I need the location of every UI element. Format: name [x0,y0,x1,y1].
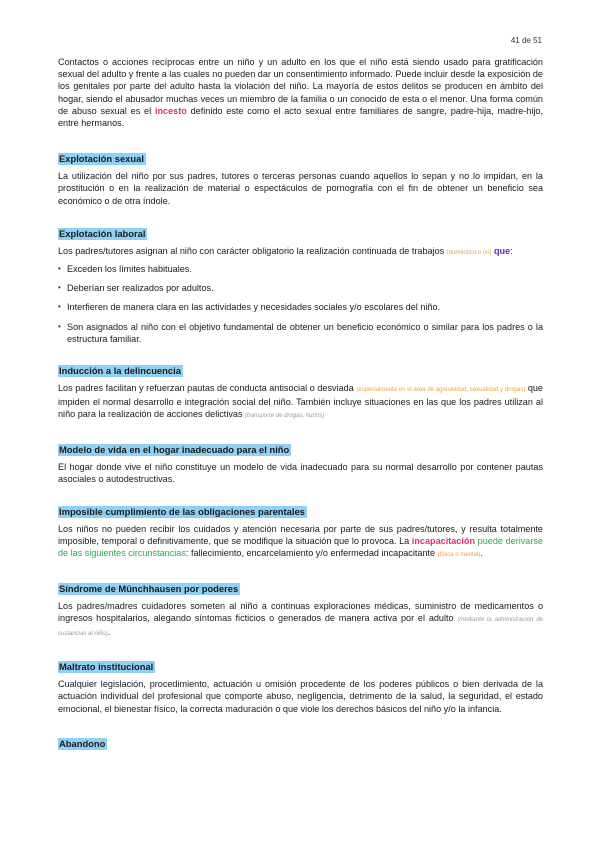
imposible-text: Los niños no pueden recibir los cuidados y atención necesaria por parte de sus padres/tutores, y resulta totalmente imposible, temporal o definitivamente, que se modifique la situación que lo provoca. La [58,524,543,547]
imposible-text-b: : fallecimiento, encarcelamiento y/o enfermedad incapacitante [185,548,438,559]
paragraph-imposible-cumplimiento [58,523,543,562]
imposible-end: . [480,548,483,559]
intro-text: Contactos o acciones recíprocas entre un niño y un adulto en los que el niño está siendo usado para gratificación sexual del adulto y frente a las cuales no pueden dar un consentimiento informado. Puede incluir desde la exposición de los genitales por parte del adulto hasta la violación del niño. La mayoría de estos delitos se producen en ámbito del hogar, siendo el abusador muchas veces un miembro de la familia o un conocido de esta o el menor. Una forma común de abuso sexual es el [58,57,543,116]
paragraph-explotacion-sexual: La utilización del niño por sus padres, tutores o terceras personas cuando aquellos lo sepan y no lo impidan, en la prostitución o en la realización de material o espectáculos de pornografía con el fin de obtener un beneficio sea económico o de otra índole. [58,171,543,206]
list-item: • Interfieren de manera clara en las actividades y necesidades sociales y/o escolares del niño. [58,301,543,313]
incapacitacion-keyword: incapacitación [411,536,476,547]
list-item: • Exceden los límites habituales. [58,263,543,275]
heading-imposible-cumplimiento: Imposible cumplimiento de las obligaciones parentales [59,506,305,518]
paragraph-maltrato-institucional: Cualquier legislación, procedimiento, actuación u omisión procedente de los poderes públicos o bien derivada de la actuación individual del profesional que comporte abuso, negligencia, detrimento de la salud, la seguridad, el estado emocional, el bienestar físico, la correcta maduración o que viole los derechos básicos del niño y/o la infancia. [58,679,543,714]
list-item: • Son asignados al niño con el objetivo fundamental de obtener un beneficio económico o similar para los padres o la estructura familiar. [58,321,543,345]
heading-modelo-vida: Modelo de vida en el hogar inadecuado para el niño [59,443,290,455]
paragraph-induccion [58,382,543,423]
paragraph-explotacion-laboral [58,245,543,259]
heading-explotacion-sexual: Explotación sexual [59,153,144,165]
induccion-text: Los padres facilitan y refuerzan pautas de conducta antisocial o desviada [58,383,357,394]
intro-text-end: definido este como el acto sexual entre familiares de sangre, padre-hija, madre-hijo, entre hermanos. [58,105,543,129]
heading-abandono: Abandono [59,737,106,749]
paragraph-modelo-vida: El hogar donde vive el niño constituye un modelo de vida inadecuado para su normal desarrollo por contener pautas asociales o autodestructivas. [58,461,543,484]
list-item: • Deberían ser realizados por adultos. [58,282,543,294]
heading-maltrato-institucional: Maltrato institucional [59,661,154,673]
induccion-text-b: que impiden el normal desarrollo e integración social del niño. También incluye situaciones en las que los padres utilizan al niño para la realización de acciones delictivas [58,383,543,420]
munchhausen-note: (mediante la administración de sustancias al niño) [58,616,543,638]
heading-explotacion-laboral: Explotación laboral [59,227,146,239]
laboral-text: Los padres/tutores asignan al niño con carácter obligatorio la realización continuada de trabajos [58,245,447,256]
laboral-colon: : [510,245,513,256]
intro-paragraph [58,56,543,129]
munchhausen-text: Los padres/madres cuidadores someten al niño a continuas exploraciones médicas, suministro de medicamentos o ingresos hospitalarios, alegando síntomas ficticios o generados de manera activa por el adulto [58,600,543,623]
document-body [58,56,543,755]
laboral-bullet-list [58,263,543,345]
que-keyword: que [493,245,511,256]
laboral-note: (doméstico o no) [446,249,492,256]
imposible-green-text: puede derivarse de las siguientes circunstancias [58,536,543,559]
paragraph-munchhausen [58,600,543,641]
heading-munchhausen: Síndrome de Münchhausen por poderes [59,582,239,594]
imposible-note: (física o mental) [437,552,481,559]
munchhausen-end: . [107,627,111,638]
induccion-note-b: (transporte de drogas, hurtos) [245,413,325,420]
heading-induccion: Inducción a la delincuencia [59,365,181,377]
induccion-note-a: (especialmente en el área de agresividad, sexualidad y drogas) [356,387,526,394]
incesto-keyword: incesto [154,105,187,116]
page-number: 41 de 51 [510,36,542,45]
